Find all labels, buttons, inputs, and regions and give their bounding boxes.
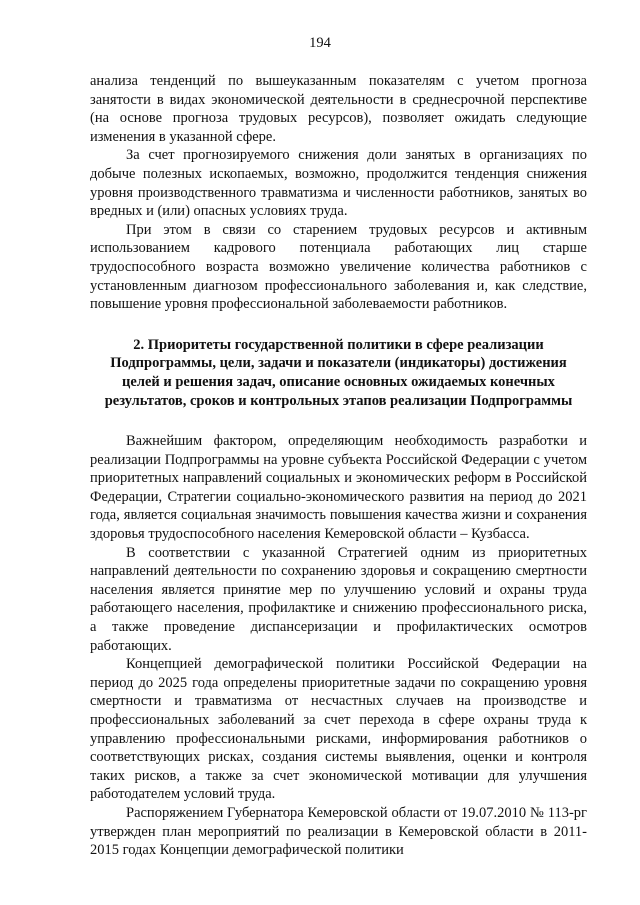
paragraph-governor-order: Распоряжением Губернатора Кемеровской области от 19.07.2010 № 113-рг утвержден план мероприятий по реализации в Кемеровской области в 2011-2015 годах Концепции демографической политики (90, 804, 587, 859)
section-heading (90, 336, 587, 410)
page-number: 194 (309, 35, 331, 51)
paragraph-mining-forecast: За счет прогнозируемого снижения доли занятых в организациях по добыче полезных ископаемых, возможно, продолжится тенденция снижения уровня производственного травматизма и численности работников, занятых во вредных и (или) опасных условиях труда. (90, 147, 587, 220)
paragraph-continuation: анализа тенденций по вышеуказанным показателям с учетом прогноза занятости в видах экономической деятельности в среднесрочной перспективе (на основе прогноза трудовых ресурсов), позволяет ожидать следующие изменения в указанной сфере. (90, 73, 587, 145)
section-heading-line: результатов, сроков и контрольных этапов реализации Подпрограммы (104, 392, 573, 409)
paragraph-key-factor: Важнейшим фактором, определяющим необходимость разработки и реализации Подпрограммы на уровне субъекта Российской Федерации с учетом приоритетных направлений социальных и экономических реформ в Российской Федерации, Стратегии социально-экономического развития на период до 2021 года, является социальная значимость повышения качества жизни и сохранения здоровья трудоспособного населения Кемеровской области – Кузбасса. (90, 433, 587, 543)
section-heading-line: 2. Приоритеты государственной политики в сфере реализации (133, 336, 544, 353)
section-heading-line: Подпрограммы, цели, задачи и показатели (индикаторы) достижения (110, 355, 567, 372)
section-heading-line: целей и решения задач, описание основных ожидаемых конечных (122, 373, 555, 390)
paragraph-strategy: В соответствии с указанной Стратегией одним из приоритетных направлений деятельности по сохранению здоровья и сокращению смертности населения является принятие мер по улучшению условий и охраны труда работающего населения, профилактике и снижению профессионального риска, а также проведение диспансеризации и профилактических осмотров работающих. (90, 544, 587, 654)
paragraph-demographic-concept: Концепцией демографической политики Российской Федерации на период до 2025 года определены приоритетные задачи по сокращению уровня смертности и травматизма от несчастных случаев на производстве и профессиональных заболеваний за счет перехода в сфере охраны труда к управлению профессиональными рисками, информирования работников о соответствующих рисках, создания системы выявления, оценки и контроля таких рисков, а также за счет экономической мотивации для улучшения работодателем условий труда. (90, 656, 587, 803)
document-body (90, 72, 587, 860)
paragraph-aging-workforce: При этом в связи со старением трудовых ресурсов и активным использованием кадрового потенциала работающих лиц старше трудоспособного возраста возможно увеличение количества работников с установленным диагнозом профессионального заболевания и, как следствие, повышение уровня профессиональной заболеваемости работников. (90, 221, 587, 313)
